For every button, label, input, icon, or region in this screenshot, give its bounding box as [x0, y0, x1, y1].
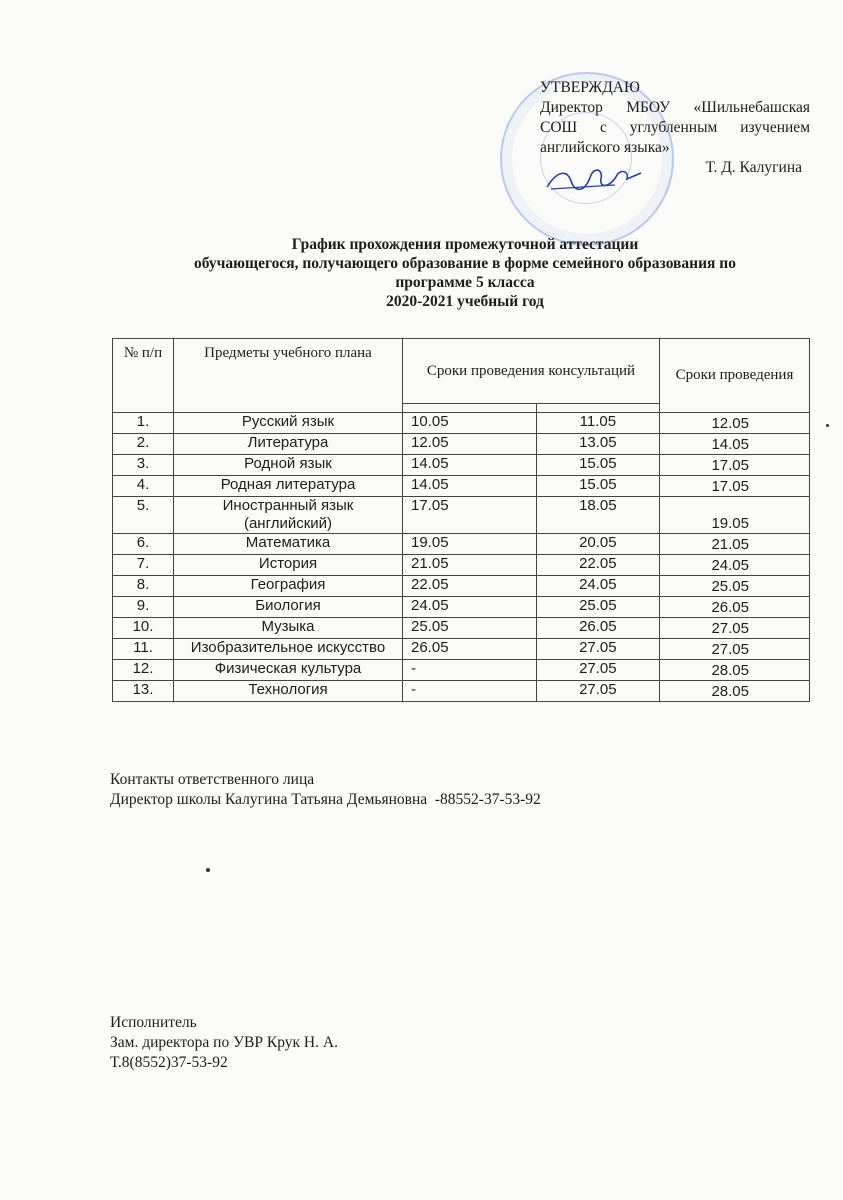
approval-block	[540, 78, 810, 178]
table-row	[113, 534, 810, 555]
row-consultation-1: 26.05	[403, 639, 537, 660]
row-consultation-2: 20.05	[536, 534, 659, 555]
header-exam: Сроки проведения	[659, 339, 809, 413]
table-header-row	[113, 339, 810, 404]
row-consultation-2: 18.05	[536, 497, 659, 534]
row-consultation-1: 24.05	[403, 597, 537, 618]
subheader-cell	[536, 404, 659, 413]
header-subject: Предметы учебного плана	[174, 339, 403, 413]
row-consultation-1: 10.05	[403, 413, 537, 434]
table-row	[113, 476, 810, 497]
table-row	[113, 497, 810, 534]
table-row	[113, 681, 810, 702]
executor-block	[110, 1013, 338, 1073]
ink-speck	[206, 868, 210, 872]
executor-line-2: Т.8(8552)37-53-92	[110, 1054, 228, 1071]
row-consultation-2: 27.05	[536, 660, 659, 681]
row-consultation-1: 17.05	[403, 497, 537, 534]
executor-line-1: Зам. директора по УВР Крук Н. А.	[110, 1034, 338, 1051]
row-subject: География	[174, 576, 403, 597]
row-number: 7.	[113, 555, 174, 576]
title-line-4: 2020-2021 учебный год	[386, 293, 544, 310]
row-subject: Литература	[174, 434, 403, 455]
table-row	[113, 455, 810, 476]
row-number: 8.	[113, 576, 174, 597]
row-exam-date: 26.05	[659, 597, 809, 618]
row-consultation-1: 19.05	[403, 534, 537, 555]
row-consultation-1: 22.05	[403, 576, 537, 597]
approval-line-2: СОШ с углубленным изучением	[540, 119, 810, 136]
row-consultation-2: 24.05	[536, 576, 659, 597]
row-number: 12.	[113, 660, 174, 681]
table-row	[113, 618, 810, 639]
row-number: 3.	[113, 455, 174, 476]
contacts-line: Директор школы Калугина Татьяна Демьяновна -88552-37-53-92	[110, 791, 541, 808]
row-exam-date: 25.05	[659, 576, 809, 597]
row-consultation-2: 15.05	[536, 476, 659, 497]
row-subject: Физическая культура	[174, 660, 403, 681]
row-consultation-1: 21.05	[403, 555, 537, 576]
row-consultation-1: -	[403, 681, 537, 702]
row-consultation-2: 26.05	[536, 618, 659, 639]
row-exam-date: 24.05	[659, 555, 809, 576]
schedule-table	[112, 338, 810, 702]
row-consultation-1: -	[403, 660, 537, 681]
row-consultation-2: 25.05	[536, 597, 659, 618]
table-row	[113, 639, 810, 660]
approval-line-3: английского языка»	[540, 139, 670, 156]
row-number: 11.	[113, 639, 174, 660]
row-number: 6.	[113, 534, 174, 555]
title-line-2: обучающегося, получающего образование в форме семейного образования по	[194, 255, 736, 272]
table-row	[113, 555, 810, 576]
row-consultation-2: 22.05	[536, 555, 659, 576]
approval-line-1: Директор МБОУ «Шильнебашская	[540, 99, 810, 116]
row-number: 5.	[113, 497, 174, 534]
row-exam-date: 12.05	[659, 413, 809, 434]
row-number: 4.	[113, 476, 174, 497]
row-exam-date: 17.05	[659, 455, 809, 476]
contacts-heading: Контакты ответственного лица	[110, 771, 315, 788]
row-subject: Биология	[174, 597, 403, 618]
row-subject: Математика	[174, 534, 403, 555]
header-number: № п/п	[113, 339, 174, 413]
approval-heading: УТВЕРЖДАЮ	[540, 79, 640, 96]
table-row	[113, 576, 810, 597]
row-subject: Иностранный язык (английский)	[174, 497, 403, 534]
row-subject: История	[174, 555, 403, 576]
row-number: 13.	[113, 681, 174, 702]
ink-speck	[826, 424, 829, 427]
row-exam-date: 19.05	[659, 497, 809, 534]
row-consultation-1: 12.05	[403, 434, 537, 455]
row-exam-date: 27.05	[659, 639, 809, 660]
subheader-cell	[403, 404, 537, 413]
table-row	[113, 660, 810, 681]
row-subject: Изобразительное искусство	[174, 639, 403, 660]
row-subject: Родной язык	[174, 455, 403, 476]
row-exam-date: 14.05	[659, 434, 809, 455]
row-exam-date: 21.05	[659, 534, 809, 555]
title-line-3: программе 5 класса	[395, 274, 535, 291]
table-row	[113, 434, 810, 455]
executor-heading: Исполнитель	[110, 1014, 197, 1031]
row-consultation-2: 27.05	[536, 639, 659, 660]
row-subject: Русский язык	[174, 413, 403, 434]
row-consultation-1: 14.05	[403, 476, 537, 497]
row-consultation-2: 11.05	[536, 413, 659, 434]
row-consultation-1: 14.05	[403, 455, 537, 476]
row-exam-date: 28.05	[659, 681, 809, 702]
table-row	[113, 413, 810, 434]
row-consultation-2: 13.05	[536, 434, 659, 455]
row-number: 2.	[113, 434, 174, 455]
row-consultation-1: 25.05	[403, 618, 537, 639]
title-line-1: График прохождения промежуточной аттестации	[291, 236, 639, 253]
row-number: 10.	[113, 618, 174, 639]
row-number: 1.	[113, 413, 174, 434]
row-subject: Технология	[174, 681, 403, 702]
header-consultations: Сроки проведения консультаций	[403, 339, 660, 404]
row-exam-date: 27.05	[659, 618, 809, 639]
row-consultation-2: 27.05	[536, 681, 659, 702]
row-consultation-2: 15.05	[536, 455, 659, 476]
row-exam-date: 17.05	[659, 476, 809, 497]
document-title	[130, 235, 800, 311]
approval-signature-name: Т. Д. Калугина	[705, 159, 802, 176]
row-exam-date: 28.05	[659, 660, 809, 681]
row-number: 9.	[113, 597, 174, 618]
row-subject: Музыка	[174, 618, 403, 639]
row-subject: Родная литература	[174, 476, 403, 497]
contacts-block	[110, 770, 541, 810]
table-row	[113, 597, 810, 618]
